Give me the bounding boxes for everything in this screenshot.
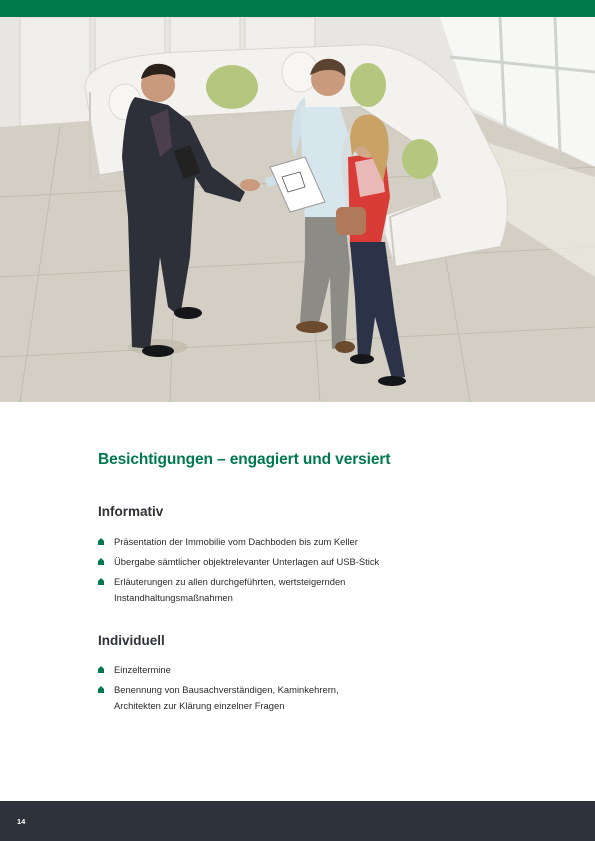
house-bullet-icon <box>98 686 104 693</box>
list-item <box>98 574 498 606</box>
individuell-list <box>98 662 498 714</box>
page-title: Besichtigungen – engagiert und versiert <box>98 451 391 468</box>
section-heading-informativ: Informativ <box>98 504 164 519</box>
list-item-text: Übergabe sämtlicher objektrelevanter Unterlagen auf USB-Stick <box>114 556 380 567</box>
list-item-text-cont: Architekten zur Klärung einzelner Fragen <box>114 700 285 711</box>
list-item <box>98 534 498 550</box>
photo-meeting-handshake <box>0 17 595 402</box>
top-accent-bar <box>0 0 595 17</box>
house-bullet-icon <box>98 558 104 565</box>
informativ-list <box>98 534 498 606</box>
list-item <box>98 682 498 714</box>
footer-bar <box>0 801 595 841</box>
list-item-text: Benennung von Bausachverständigen, Kaminkehrern, <box>114 684 339 695</box>
hero-photo <box>0 17 595 402</box>
page-number: 14 <box>17 817 26 826</box>
list-item-text-cont: Instandhaltungsmaßnahmen <box>114 592 233 603</box>
list-item <box>98 662 498 678</box>
list-item <box>98 554 498 570</box>
house-bullet-icon <box>98 666 104 673</box>
list-item-text: Einzeltermine <box>114 664 171 675</box>
list-item-text: Erläuterungen zu allen durchgeführten, wertsteigernden <box>114 576 346 587</box>
house-bullet-icon <box>98 578 104 585</box>
section-heading-individuell: Individuell <box>98 633 165 648</box>
main-content <box>98 450 498 714</box>
list-item-text: Präsentation der Immobilie vom Dachboden bis zum Keller <box>114 536 358 547</box>
house-bullet-icon <box>98 538 104 545</box>
